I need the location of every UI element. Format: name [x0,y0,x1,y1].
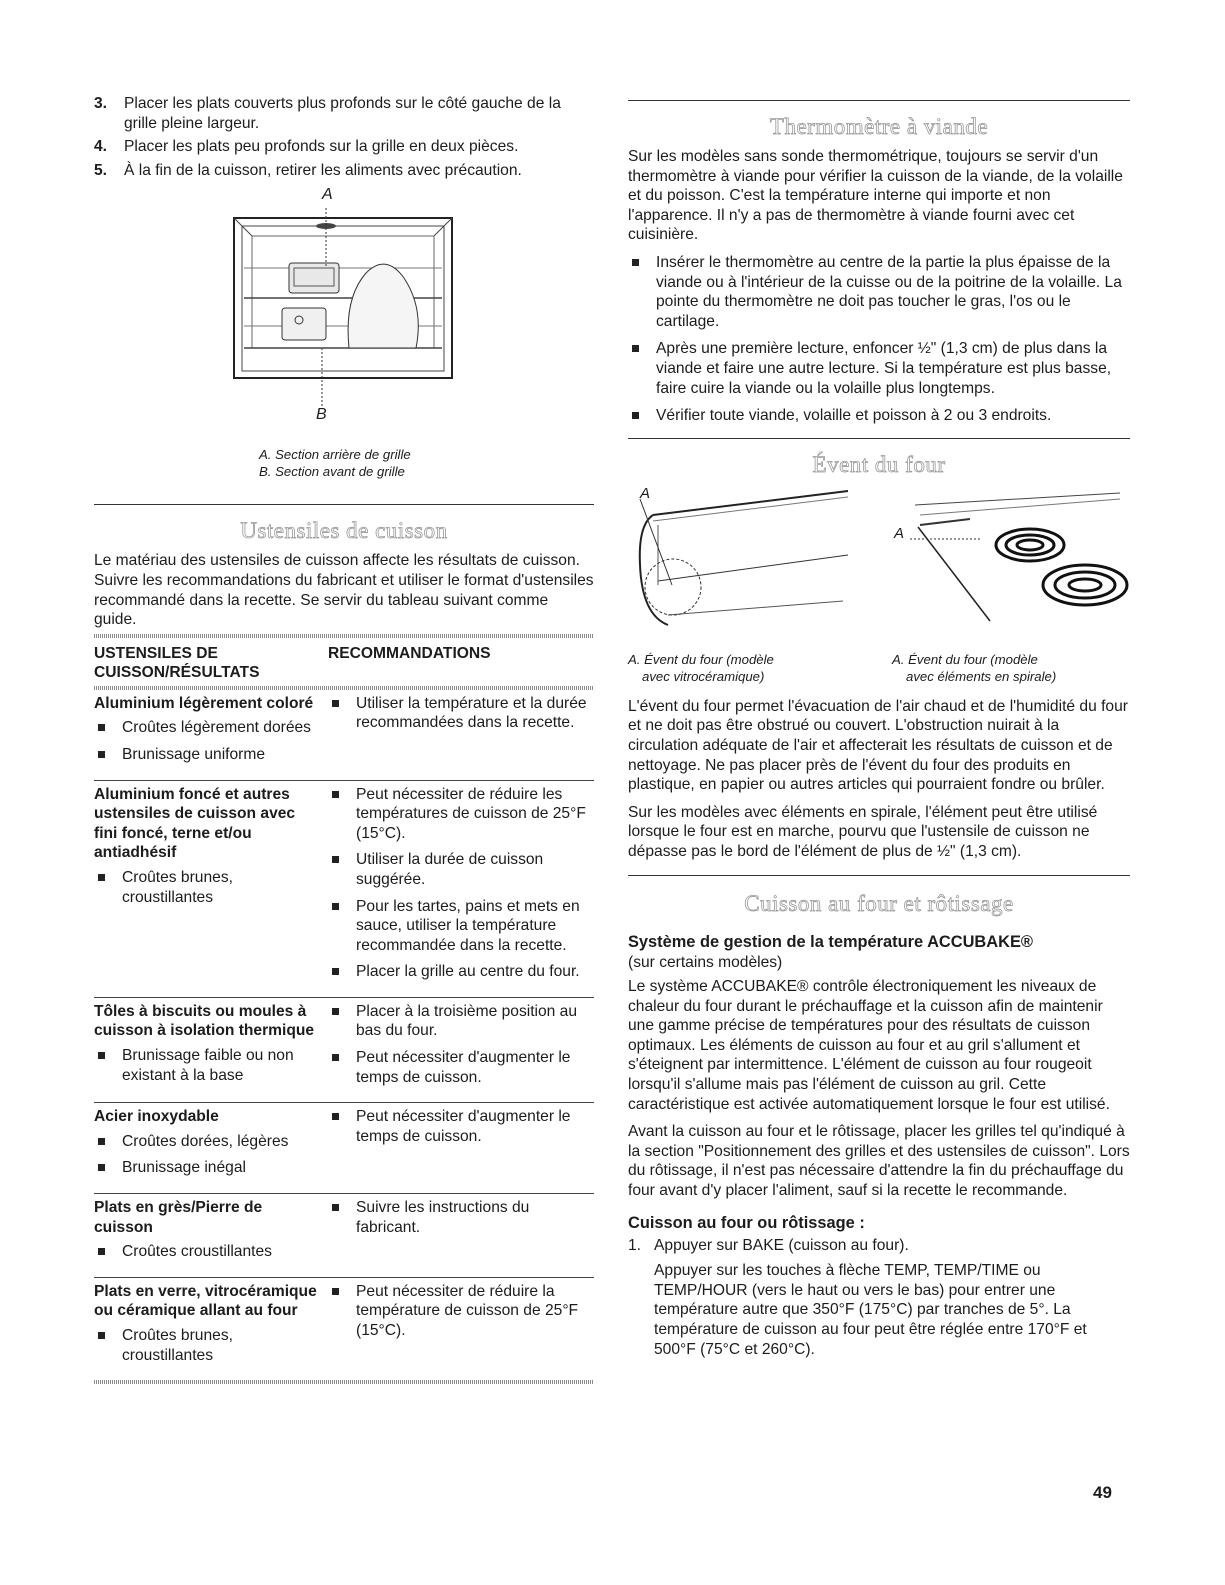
thermo-intro: Sur les modèles sans sonde thermométrique, toujours se servir d'un thermomètre à viande pour vérifier la cuisson de la viande, de la volaille et du poisson. C'est la température interne qui importe et non l'apparence. Il n'y a pas de thermomètre à viande fourni avec cet cuisinière. [628,148,1123,244]
accubake-paragraph: Le système ACCUBAKE® contrôle électroniquement les niveaux de chaleur du four durant le préchauffage et la cuisson afin de maintenir une gamme précise de températures pour des résultats de cuisson optimaux. Les éléments de cuisson au four et au gril s'allument et s'éteignent par intermittence. L'élément de cuisson au four rougeoit lorsqu'il s'allume mais pas l'élément de cuisson au gril. Cette caractéristique est activée automatiquement lorsque le four est utilisé. [628,978,1110,1113]
table-row: Acier inoxydable Croûtes dorées, légères Brunissage inégal Peut nécessiter d'augmenter le temps de cuisson. [94,1103,594,1194]
table-row: Aluminium foncé et autres ustensiles de cuisson avec fini foncé, terne et/ou antiadhésif Croûtes brunes, croustillantes Peut nécessiter de réduire les températures de cuisson de 25°F (15°C). Utiliser la durée de cuisson suggérée. Pour les tartes, pains et mets en sauce, utiliser la température recommandée dans la recette. Placer la grille au centre du four. [94,780,594,997]
oven-vent-figures [628,485,1130,645]
figure-label-a: A [322,186,333,204]
list-item: Vérifier toute viande, volaille et poisson à 2 ou 3 endroits. [628,406,1130,426]
section-title-thermometre: Thermomètre à viande [769,114,989,139]
section-title-ustensiles: Ustensiles de cuisson [240,518,448,544]
list-item: Insérer le thermomètre au centre de la partie la plus épaisse de la viande ou à l'intérieur de la cuisse ou de la poitrine de la volaille. La pointe du thermomètre ne doit pas toucher le gras, l'os ou le cartilage. [628,253,1130,331]
vent-ceramic-illustration [628,485,868,645]
list-item: 3. Placer les plats couverts plus profonds sur le côté gauche de la grille pleine largeur. [94,95,561,132]
table-header-recommendations: RECOMMANDATIONS [328,644,491,662]
section-title-event: Évent du four [812,451,946,477]
figure-label-a: A [640,484,651,502]
figure-caption: A. Section arrière de grille B. Section avant de grille [259,447,411,480]
list-item: 1. Appuyer sur BAKE (cuisson au four). Appuyer sur les touches à flèche TEMP, TEMP/TIME ou TEMP/HOUR (vers le haut ou vers le bas) pour entrer une température autre que 350°F (175°C) par tranches de 5°. La température de cuisson au four peut être réglée entre 170°F et 500°F (75°C et 260°C). [628,1236,1087,1358]
table-row: Plats en verre, vitrocéramique ou céramique allant au four Croûtes brunes, croustillantes Peut nécessiter de réduire la température de cuisson de 25°F (15°C). [94,1277,594,1380]
event-paragraph: Sur les modèles avec éléments en spirale, l'élément peut être utilisé lorsque le four est en marche, pourvu que l'ustensile de cuisson ne dépasse pas le bord de l'élément de plus de ½" (1,3 cm). [628,803,1098,860]
table-bottom-border [94,1380,594,1384]
oven-rack-illustration [94,208,594,408]
event-paragraph: L'évent du four permet l'évacuation de l'air chaud et de l'humidité du four et ne doit pas être obstrué ou couvert. L'obstruction nuirait à la circulation adéquate de l'air et affecterait les résultats de cuisson et de nettoyage. Ne pas placer près de l'évent du four des produits en plastique, en papier ou autres articles qui pourraient fondre ou brûler. [628,697,1128,794]
table-row: Aluminium légèrement coloré Croûtes légèrement dorées Brunissage uniforme Utiliser la température et la durée recommandées dans la recette. [94,690,594,780]
page-number: 49 [1093,1483,1112,1502]
table-row: Plats en grès/Pierre de cuisson Croûtes croustillantes Suivre les instructions du fabricant. [94,1194,594,1278]
table-header-cookware: USTENSILES DE CUISSON/RÉSULTATS [94,644,260,681]
divider [628,438,1130,439]
right-column [628,100,1130,1359]
list-item: 5. À la fin de la cuisson, retirer les aliments avec précaution. [94,161,522,179]
ustensiles-intro: Le matériau des ustensiles de cuisson affecte les résultats de cuisson. Suivre les recommandations du fabricant et utiliser le format d'ustensiles recommandé dans la recette. Se servir du tableau suivant comme guide. [94,552,594,629]
divider [94,504,594,505]
cookware-table [94,638,594,1380]
placement-steps [94,94,594,180]
left-column [94,94,594,1384]
accubake-heading: Système de gestion de la température ACCUBAKE® [628,933,1033,952]
section-title-cuisson: Cuisson au four et rôtissage [744,891,1014,917]
divider [628,100,1130,101]
vent-captions [628,651,1130,695]
table-header-row [94,638,594,686]
figure-label-b: B [316,406,327,424]
oven-rack-figure [94,186,594,446]
cuisson-paragraph: Avant la cuisson au four et le rôtissage, placer les grilles tel qu'indiqué à la section "Positionnement des grilles et des ustensiles de cuisson". Lors du rôtissage, il n'est pas nécessaire d'attendre la fin du préchauffage du four avant d'y placer l'aliment, sauf si la recette le recommande. [628,1123,1130,1199]
figure-label-a: A [894,524,905,542]
figure-caption: A. Évent du four (modèle avec éléments en spirale) [892,651,1057,684]
accubake-sub: (sur certains modèles) [628,954,783,972]
cuisson-steps-heading: Cuisson au four ou rôtissage : [628,1213,865,1232]
list-item: 4. Placer les plats peu profonds sur la grille en deux pièces. [94,138,519,156]
figure-caption: A. Évent du four (modèle avec vitrocéramique) [628,651,774,684]
table-row: Tôles à biscuits ou moules à cuisson à isolation thermique Brunissage faible ou non existant à la base Placer à la troisième position au bas du four. Peut nécessiter d'augmenter le temps de cuisson. [94,997,594,1102]
vent-coil-illustration [890,485,1130,645]
list-item: Après une première lecture, enfoncer ½" (1,3 cm) de plus dans la viande et faire une autre lecture. Si la température est plus basse, faire cuire la viande ou la volaille plus longtemps. [628,339,1130,398]
divider [628,875,1130,876]
